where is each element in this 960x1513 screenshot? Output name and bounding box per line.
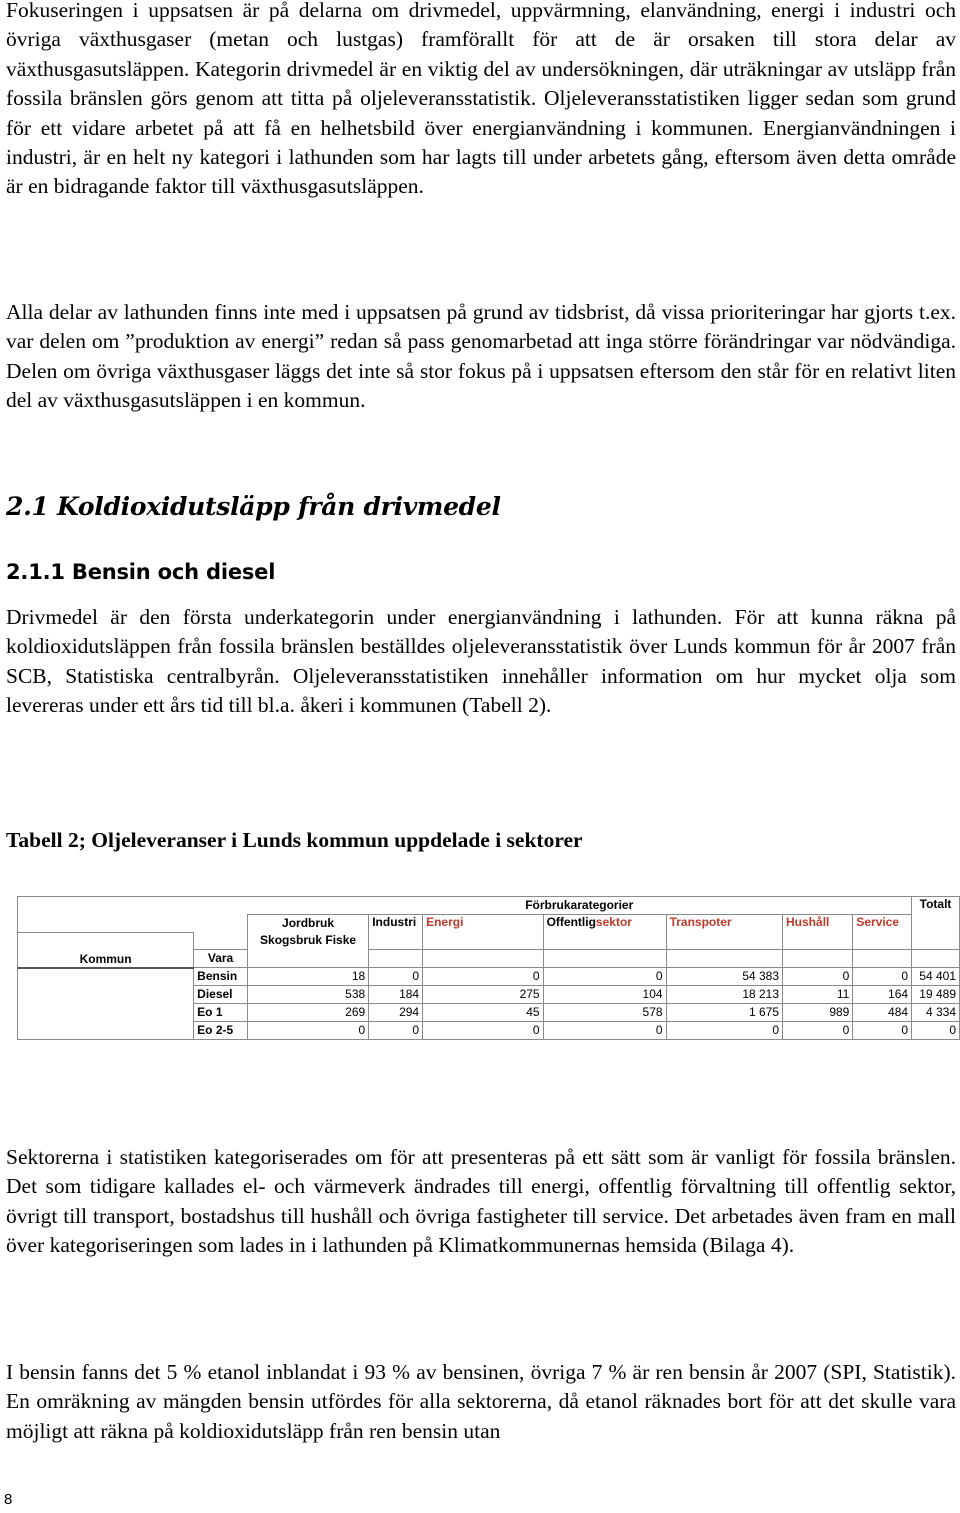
petrol-paragraph: I bensin fanns det 5 % etanol inblandat i 93 % av bensinen, övriga 7 % är ren bensin år 2007 (SPI, Statistik). En omräkning av mängden bensin utfördes för alla sektorerna, då etanol räknades bort för att det skulle vara möjligt att räkna på koldioxidutsläpp från ren bensin utan bbox=[6, 1360, 956, 1443]
cell-value: 0 bbox=[369, 968, 423, 986]
table-row bbox=[18, 968, 960, 986]
cell-value: 184 bbox=[369, 986, 423, 1004]
table-header-row-3 bbox=[18, 932, 960, 950]
cell-value: 578 bbox=[543, 1004, 666, 1022]
cell-value: 0 bbox=[543, 968, 666, 986]
kommun-header: Kommun bbox=[18, 932, 194, 968]
intro-paragraph: Fokuseringen i uppsatsen är på delarna om drivmedel, uppvärmning, elanvändning, energi i industri och övriga växthusgaser (metan och lustgas) framförallt för att de är orsaken till stora delar av växthusgasutsläppen. Kategorin drivmedel är en viktig del av undersökningen, där uträkningar av utsläpp från fossila bränslen görs genom att titta på oljeleveransstatistik. Oljeleveransstatistiken ligger sedan som grund för ett vidare arbetet på att få en helhetsbild över energianvändning i kommunen. Energianvändningen i industri, är en helt ny kategori i lathunden som har lagts till under arbetets gång, eftersom även detta område är en bidragande faktor till växthusgasutsläppen. bbox=[6, 0, 956, 199]
fuel-label: Eo 2-5 bbox=[194, 1022, 248, 1040]
cell-value: 164 bbox=[853, 986, 912, 1004]
cell-value: 269 bbox=[247, 1004, 368, 1022]
cell-value: 0 bbox=[247, 1022, 368, 1040]
col-jordbruk bbox=[247, 915, 368, 950]
col-hushall: Hushåll bbox=[783, 915, 853, 933]
col-transporter: Transpoter bbox=[666, 915, 782, 933]
cell-value: 0 bbox=[853, 1022, 912, 1040]
page-number: 8 bbox=[4, 1491, 13, 1508]
cell-value: 538 bbox=[247, 986, 368, 1004]
cell-value: 0 bbox=[369, 1022, 423, 1040]
fuel-label: Diesel bbox=[194, 986, 248, 1004]
cell-value: 484 bbox=[853, 1004, 912, 1022]
col-offentlig-label-a: Offentlig bbox=[546, 915, 596, 929]
fuel-label: Eo 1 bbox=[194, 1004, 248, 1022]
cell-value: 54 383 bbox=[666, 968, 782, 986]
fuel-paragraph: Drivmedel är den första underkategorin under energianvändning i lathunden. För att kunna räkna på koldioxidutsläppen från fossila bränslen beställdes oljeleveransstatistik över Lunds kommun för år 2007 från SCB, Statistiska centralbyrån. Oljeleveransstatistiken innehåller information om hur mycket olja som levereras under ett års tid till bl.a. åkeri i kommunen (Tabell 2). bbox=[6, 605, 956, 718]
vara-header: Vara bbox=[194, 950, 248, 968]
oil-delivery-table bbox=[17, 896, 960, 1040]
col-service: Service bbox=[853, 915, 912, 933]
total-header: Totalt bbox=[912, 897, 960, 933]
table-caption: Tabell 2; Oljeleveranser i Lunds kommun uppdelade i sektorer bbox=[6, 828, 583, 852]
cell-value: 989 bbox=[783, 1004, 853, 1022]
scope-paragraph: Alla delar av lathunden finns inte med i uppsatsen på grund av tidsbrist, då vissa prioriteringar har gjorts t.ex. var delen om ”produktion av energi” redan så pass genomarbetad att inga större förändringar var nödvändiga. Delen om övriga växthusgaser läggs det inte så stor fokus på i uppsatsen eftersom den står för en relativt liten del av växthusgasutsläppen i en kommun. bbox=[6, 300, 956, 413]
table-row bbox=[18, 1004, 960, 1022]
cell-total: 0 bbox=[912, 1022, 960, 1040]
table-header-row-1 bbox=[18, 897, 960, 915]
cell-value: 294 bbox=[369, 1004, 423, 1022]
table-row bbox=[18, 986, 960, 1004]
cell-total: 54 401 bbox=[912, 968, 960, 986]
fuel-label: Bensin bbox=[194, 968, 248, 986]
col-offentlig-label-b: sektor bbox=[595, 915, 632, 929]
cell-value: 275 bbox=[423, 986, 544, 1004]
cell-value: 0 bbox=[783, 968, 853, 986]
col-offentlig bbox=[543, 915, 666, 933]
cell-value: 0 bbox=[666, 1022, 782, 1040]
col-jordbruk-label: Jordbruk Skogsbruk Fiske bbox=[260, 916, 357, 947]
section-heading: 2.1 Koldioxidutsläpp från drivmedel bbox=[6, 492, 501, 521]
col-energi: Energi bbox=[423, 915, 544, 933]
cell-value: 0 bbox=[543, 1022, 666, 1040]
col-industri: Industri bbox=[369, 915, 423, 933]
cell-value: 0 bbox=[423, 1022, 544, 1040]
table-row bbox=[18, 1022, 960, 1040]
cell-value: 11 bbox=[783, 986, 853, 1004]
table-header-row-2 bbox=[18, 915, 960, 933]
cell-value: 104 bbox=[543, 986, 666, 1004]
cell-value: 45 bbox=[423, 1004, 544, 1022]
cell-value: 18 213 bbox=[666, 986, 782, 1004]
consumer-categories-header: Förbrukarategorier bbox=[247, 897, 911, 915]
subsection-heading: 2.1.1 Bensin och diesel bbox=[6, 560, 276, 584]
cell-value: 18 bbox=[247, 968, 368, 986]
cell-value: 0 bbox=[853, 968, 912, 986]
cell-value: 1 675 bbox=[666, 1004, 782, 1022]
cell-value: 0 bbox=[783, 1022, 853, 1040]
sector-paragraph: Sektorerna i statistiken kategoriserades om för att presenteras på ett sätt som är vanligt för fossila bränslen. Det som tidigare kallades el- och värmeverk ändrades till energi, offentlig förvaltning till offentlig sektor, övrigt till transport, bostadshus till hushåll och övriga fastigheter till service. Det arbetades även fram en mall över kategoriseringen som lades in i lathunden på Klimatkommunernas hemsida (Bilaga 4). bbox=[6, 1145, 956, 1258]
cell-total: 4 334 bbox=[912, 1004, 960, 1022]
cell-value: 0 bbox=[423, 968, 544, 986]
cell-total: 19 489 bbox=[912, 986, 960, 1004]
